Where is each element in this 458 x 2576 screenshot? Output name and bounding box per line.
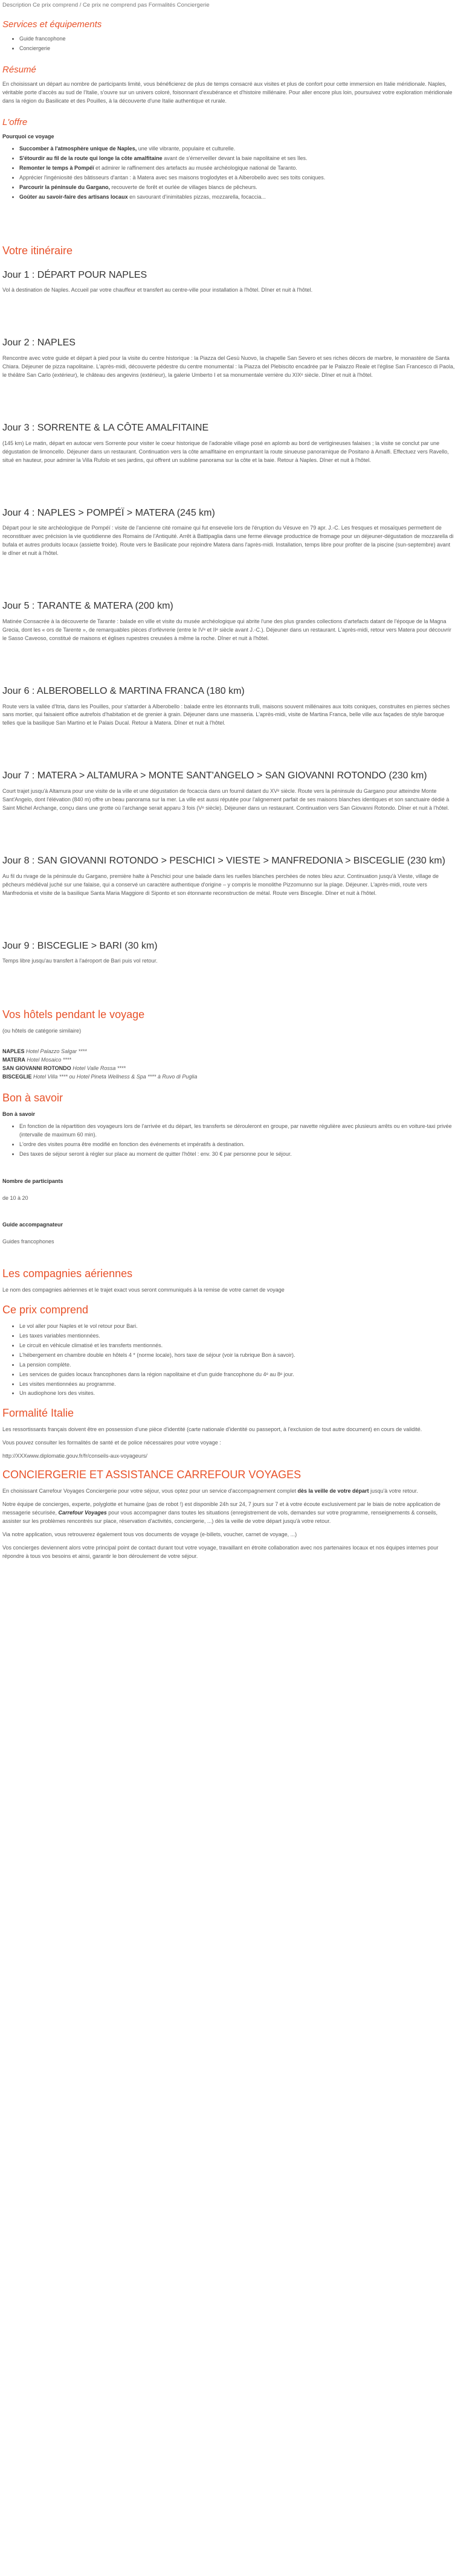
offre-title: L'offre xyxy=(2,117,28,127)
day-title: Jour 6 : ALBEROBELLO & MARTINA FRANCA (180 km) xyxy=(2,685,245,696)
bonasavoir-subtitle: Bon à savoir xyxy=(2,1110,36,1117)
prixcomprend-title: Ce prix comprend xyxy=(2,1304,89,1316)
offre-subtitle: Pourquoi ce voyage xyxy=(2,133,54,140)
day-text: Au fil du rivage de la péninsule du Gargano, première halte à Peschici pour une balade dans les ruelles blanches perchées de notes bleu azur. Continuation jusqu'à Vieste, village de pêcheurs médiéval juché sur une falaise, qui a conservé un caractère authentique d'origine – y compris le monolithe Pizzomunno sur la plage. Déjeuner. L'après-midi, route vers Manfredonia et visite de la basilique Santa Maria Maggiore di Siponto et son étonnante reconstruction de métal. Route vers Bisceglie. Dîner et nuit à l'hôtel. xyxy=(2,873,439,896)
list-item: • Le vol aller pour Naples et le vol retour pour Bari. xyxy=(19,1322,456,1331)
list-item: • Parcourir la péninsule du Gargano, recouverte de forêt et ourlée de villages blancs de pêcheurs. xyxy=(19,184,456,192)
guide-value: Guides francophones xyxy=(2,1238,54,1245)
day-title: Jour 3 : SORRENTE & LA CÔTE AMALFITAINE xyxy=(2,422,209,433)
hotels-title: Vos hôtels pendant le voyage xyxy=(2,1008,145,1021)
day-title: Jour 1 : DÉPART POUR NAPLES xyxy=(2,269,147,280)
list-item: • Des taxes de séjour seront à régler sur place au moment de quitter l'hôtel : env. 30 € par personne pour le séjour. xyxy=(19,1150,456,1159)
formalite-title: Formalité Italie xyxy=(2,1407,74,1420)
prixcomprend-list xyxy=(2,1322,456,1399)
conciergerie-text: Vos concierges deviennent alors votre principal point de contact durant tout votre voyage, travaillant en étroite collaboration avec nos partenaires locaux et nos équipes internes pour répondre à tous vos besoins et ainsi, garantir le bon déroulement de votre séjour. xyxy=(2,1544,439,1559)
resume-text: En choisissant un départ au nombre de participants limité, vous bénéficierez de plus de temps consacré aux visites et plus de confort pour cette immersion en Italie méridionale. Naples, véritable porte d'accès au sud de l'Italie, s'ouvre sur un univers coloré, foisonnant d'exubérance et d'histoire millénaire. Pour aller encore plus loin, poursuivez votre exploration méridionale dans la région du Basilicate et des Pouilles, à la découverte d'une Italie authentique et rurale. xyxy=(2,81,453,104)
list-item: • Conciergerie xyxy=(19,45,456,53)
day-text: Départ pour le site archéologique de Pompéï : visite de l'ancienne cité romaine qui fut ensevelie lors de l'éruption du Vésuve en 79 apr. J.-C. Les fresques et mosaïques permettent de reconstituer avec précision la vie quotidienne des Romains de l'Antiquité. Arrêt à Battipaglia dans une ferme élevage productrice de fromage pour un déjeuner-dégustation de mozzarella di bufala et autres produits locaux (assiette froide). Route vers le Basilicate pour rejoindre Matera dans l'après-midi. Installation, temps libre pour profiter de la piscine (sun-septembre) avant le dîner et nuit à l'hôtel. xyxy=(2,525,454,557)
day-text: Temps libre jusqu'au transfert à l'aéroport de Bari puis vol retour. xyxy=(2,958,158,964)
day-title: Jour 7 : MATERA > ALTAMURA > MONTE SANT'ANGELO > SAN GIOVANNI ROTONDO (230 km) xyxy=(2,771,427,781)
resume-title: Résumé xyxy=(2,64,36,75)
list-item: • Guide francophone xyxy=(19,35,456,43)
conciergerie-text: En choisissant Carrefour Voyages Conciergerie pour votre séjour, vous optez pour un service d'accompagnement complet dès la veille de votre départ jusqu'à votre retour. xyxy=(2,1488,418,1494)
day-title: Jour 2 : NAPLES xyxy=(2,338,76,348)
list-item: • Un audiophone lors des visites. xyxy=(19,1389,456,1398)
day-text: Route vers la vallée d'Itria, dans les Pouilles, pour s'attarder à Alberobello : balade entre les étonnants trulli, maisons souvent millénaires aux toits coniques, construites en pierres sèches sans mortier, qui faisaient office autrefois d'habitation et de grenier à grain. Déjeuner dans une masseria. L'après-midi, visite de Martina Franca, belle ville aux façades de style baroque telles que la basilique San Martino et le Palais Ducal. Retour à Matera. Dîner et nuit à l'hôtel. xyxy=(2,703,450,726)
bonasavoir-list xyxy=(2,1123,456,1159)
compagnies-title: Les compagnies aériennes xyxy=(2,1267,133,1280)
hotels-list xyxy=(2,1048,456,1081)
formalite-text: Vous pouvez consulter les formalités de santé et de police nécessaires pour votre voyage : xyxy=(2,1440,221,1446)
formalite-link[interactable]: http://XXXwww.diplomatie.gouv.fr/fr/conseils-aux-voyageurs/ xyxy=(2,1453,147,1459)
list-item: • La pension complète. xyxy=(19,1361,456,1370)
day-text: Court trajet jusqu'à Altamura pour une visite de la ville et une dégustation de focaccia dans un fournil datant du XVᵉ siècle. Route vers la péninsule du Gargano pour atteindre Monte Sant'Angelo, dont l'élévation (840 m) offre un beau panorama sur la mer. La ville est aussi réputée pour l'alignement parfait de ses maisons blanches identiques et son sanctuaire dédié à Saint Michel Archange, conçu dans une grotte où l'archange serait apparu 3 fois (Vᵉ siècle). Déjeuner dans un restaurant. Continuation vers San Giovanni Rotondo. Dîner et nuit à l'hôtel. xyxy=(2,788,450,811)
day-text: (145 km) Le matin, départ en autocar vers Sorrente pour visiter le coeur historique de l'adorable village posé en aplomb au bord de vertigineuses falaises ; la visite se conclut par une dégustation de limoncello. Déjeuner dans un restaurant. Continuation vers la côte amalfitaine en empruntant la route sinueuse panoramique de Positano à Amalfi. Effectuez vers Ravello, situé en hauteur, pour admirer la Villa Rufolo et ses jardins, qui offrent un sublime panorama sur la côte et la baie. Retour à Naples. Dîner et nuit à l'hôtel. xyxy=(2,440,449,463)
day-title: Jour 5 : TARANTE & MATERA (200 km) xyxy=(2,601,173,612)
hotels-subtitle: (ou hôtels de catégorie similaire) xyxy=(2,1028,82,1034)
page xyxy=(0,1,458,1561)
list-item: • Goûter au savoir-faire des artisans locaux en savourant d'inimitables pizzas, mozzarella, focaccia... xyxy=(19,193,456,202)
list-item: • S'étourdir au fil de la route qui longe la côte amalfitaine avant de s'émerveiller devant la baie napolitaine et ses îles. xyxy=(19,155,456,163)
day-text: Rencontre avec votre guide et départ à pied pour la visite du centre historique : la Piazza del Gesù Nuovo, la chapelle San Severo et ses riches décors de marbre, le monastère de Santa Chiara. Déjeuner de pizza napolitaine. L'après-midi, découverte pédestre du centre monumental : la Piazza del Plebiscito encadrée par le Palazzo Reale et l'église San Francesco di Paola, le théâtre San Carlo (extérieur), le château des angevins (extérieur), la galerie Umberto I et sa monumentale verrière du XIXᵉ siècle. Dîner et nuit à l'hôtel. xyxy=(2,355,455,379)
list-item: • En fonction de la répartition des voyageurs lors de l'arrivée et du départ, les transferts se dérouleront en groupe, par navette régulière avec plusieurs arrêts ou en voiture-taxi privée (intervalle de maximum 60 min). xyxy=(19,1123,456,1139)
services-title: Services et équipements xyxy=(2,19,102,30)
list-item: • Apprécier l'ingéniosité des bâtisseurs d'antan : à Matera avec ses maisons troglodytes et à Alberobello avec ses toits coniques. xyxy=(19,174,456,182)
conciergerie-text: Notre équipe de concierges, experte, polyglotte et humaine (pas de robot !) est disponible 24h sur 24, 7 jours sur 7 et à votre écoute exclusivement par le biais de notre application de messagerie sécurisée, Carrefour Voyages pour vous accompagner dans toutes les situations (enregistrement de vols, demandes sur votre programme, renseignements & conseils, assister sur les problèmes rencontrés sur place, réservation d'activités, conciergerie, ...) dès la veille de votre départ jusqu'à votre retour. xyxy=(2,1501,440,1524)
participants-value: de 10 à 20 xyxy=(2,1195,28,1202)
day-title: Jour 4 : NAPLES > POMPÉÏ > MATERA (245 km) xyxy=(2,507,215,518)
hotel-row: NAPLES Hotel Palazzo Salgar **** xyxy=(2,1048,87,1055)
list-item: • Les taxes variables mentionnées. xyxy=(19,1332,456,1341)
hotel-row: BISCEGLIE Hotel Villa **** ou Hotel Pineta Wellness & Spa **** à Ruvo di Puglia xyxy=(2,1073,198,1080)
list-item: • Les visites mentionnées au programme. xyxy=(19,1380,456,1389)
formalite-text: Les ressortissants français doivent être en possession d'une pièce d'identité (carte nationale d'identité ou passeport, à l'exclusion de tout autre document) en cours de validité. xyxy=(2,1426,422,1433)
services-list xyxy=(2,35,456,53)
day-title: Jour 9 : BISCEGLIE > BARI (30 km) xyxy=(2,940,158,951)
list-item: • Remonter le temps à Pompéï et admirer le raffinement des artefacts au musée archéologique national de Taranto. xyxy=(19,164,456,173)
day-title: Jour 8 : SAN GIOVANNI ROTONDO > PESCHICI > VIESTE > MANFREDONIA > BISCEGLIE (230 km) xyxy=(2,855,445,866)
list-item: • Le circuit en véhicule climatisé et les transferts mentionnés. xyxy=(19,1342,456,1350)
list-item: • Succomber à l'atmosphère unique de Naples, une ville vibrante, populaire et culturelle. xyxy=(19,145,456,153)
hotel-row: SAN GIOVANNI ROTONDO Hotel Valle Rossa **** xyxy=(2,1065,126,1071)
list-item: • Les services de guides locaux francophones dans la région napolitaine et d'un guide francophone du 4ᵉ au 8ᵉ jour. xyxy=(19,1371,456,1379)
day-text: Vol à destination de Naples. Accueil par votre chauffeur et transfert au centre-ville pour installation à l'hôtel. Dîner et nuit à l'hôtel. xyxy=(2,287,313,293)
compagnies-text: Le nom des compagnies aériennes et le trajet exact vous seront communiqués à la remise de votre carnet de voyage xyxy=(2,1287,285,1293)
itineraire-title: Votre itinéraire xyxy=(2,244,73,257)
bonasavoir-title: Bon à savoir xyxy=(2,1091,63,1104)
list-item: • L'hébergement en chambre double en hôtels 4 * (norme locale), hors taxe de séjour (voir la rubrique Bon à savoir). xyxy=(19,1351,456,1360)
guide-label: Guide accompagnateur xyxy=(2,1222,63,1228)
day-text: Matinée Consacrée à la découverte de Tarante : balade en ville et visite du musée archéologique qui abrite l'une des plus grandes collections d'artefacts datant de l'époque de la Magna Grecia, dont les « ors de Tarente », de remarquables pièces d'orfèvrerie (entre le IVᵉ et IIᵉ siècle avant J.-C.). Déjeuner dans un restaurant. L'après-midi, retour vers Matera pour découvrir le Sasso Caveoso, constitué de maisons et églises rupestres creusées à même la roche. Dîner et nuit à l'hôtel. xyxy=(2,618,451,641)
conciergerie-title: CONCIERGERIE ET ASSISTANCE CARREFOUR VOYAGES xyxy=(2,1469,302,1481)
hotel-row: MATERA Hotel Mosaico **** xyxy=(2,1057,71,1063)
breadcrumb: Description Ce prix comprend / Ce prix ne comprend pas Formalités Conciergerie xyxy=(2,2,210,8)
participants-label: Nombre de participants xyxy=(2,1178,63,1185)
conciergerie-text: Via notre application, vous retrouverez également tous vos documents de voyage (e-billets, voucher, carnet de voyage, ...) xyxy=(2,1531,297,1537)
offre-list xyxy=(2,145,456,202)
list-item: • L'ordre des visites pourra être modifié en fonction des événements et impératifs à destination. xyxy=(19,1141,456,1149)
